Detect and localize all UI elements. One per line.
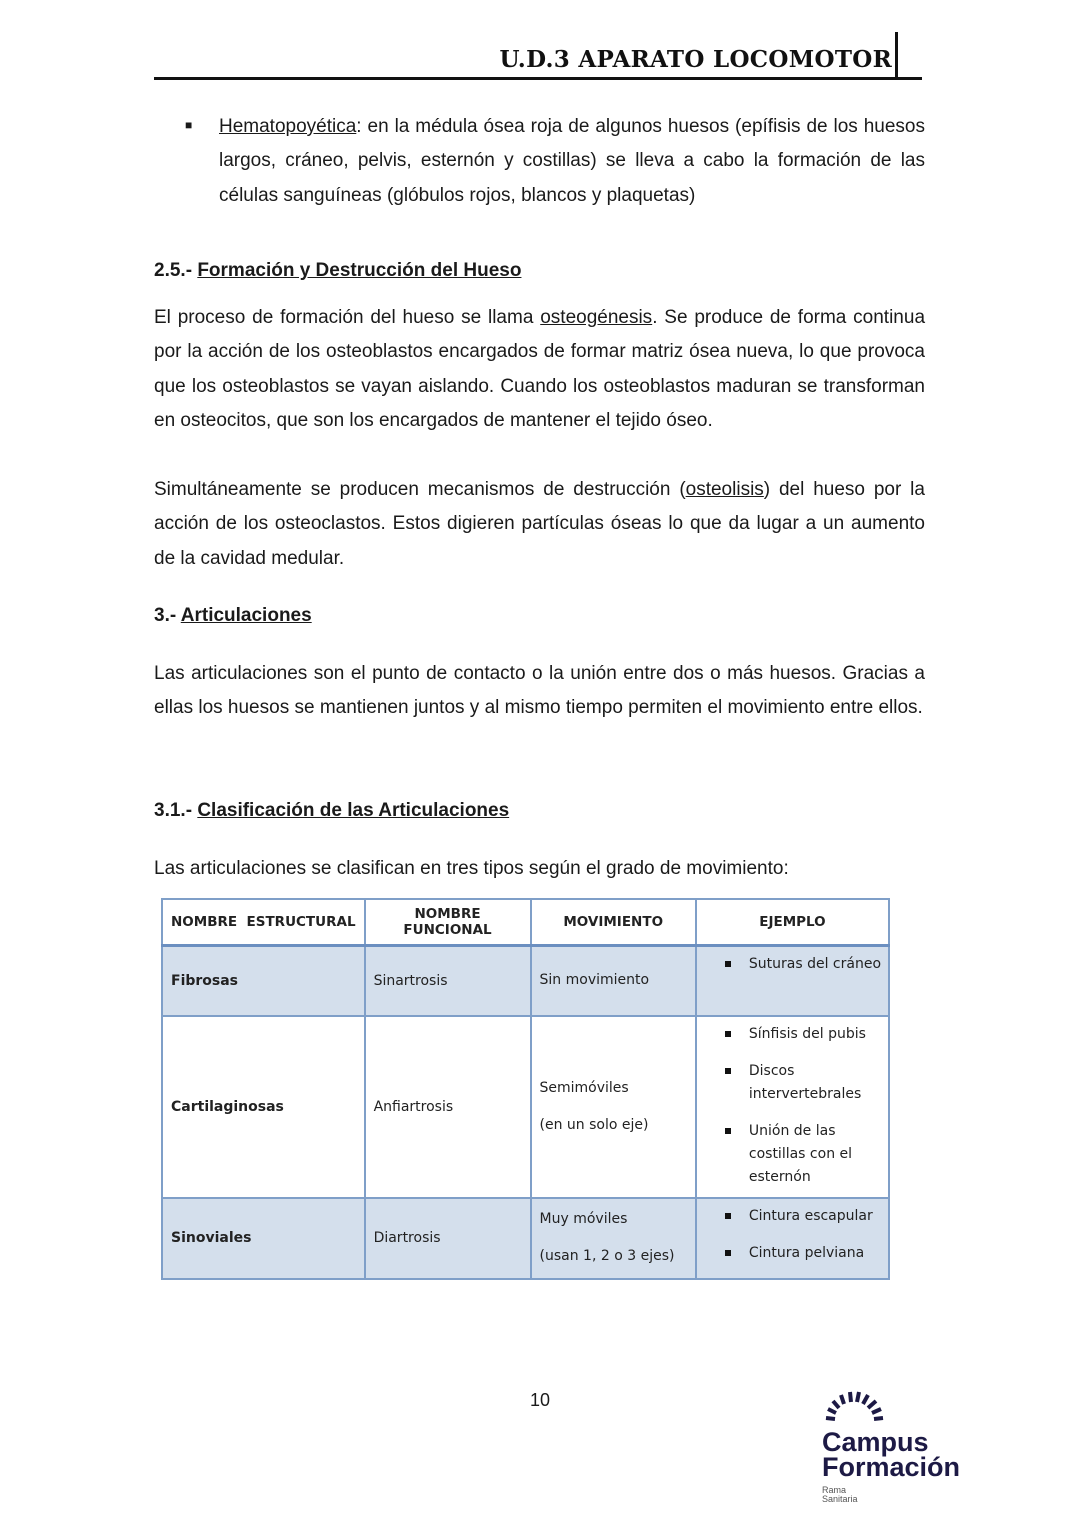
cell-funcional: Anfiartrosis: [365, 1016, 531, 1198]
term-hematopoyetica: Hematopoyética: [219, 116, 357, 137]
ejemplo-item: Sínfisis del pubis: [697, 1023, 888, 1046]
movimiento-line: (en un solo eje): [539, 1116, 649, 1133]
column-header: EJEMPLO: [696, 899, 889, 946]
heading-number: 2.5.-: [154, 260, 198, 281]
header-rule: [154, 77, 922, 80]
heading-title: Formación y Destrucción del Hueso: [197, 260, 522, 281]
osteolisis-paragraph: [154, 473, 925, 576]
ejemplo-item: Cintura escapular: [697, 1205, 888, 1228]
articulaciones-table: [161, 898, 890, 1280]
cell-estructural: Sinoviales: [162, 1198, 365, 1279]
osteogenesis-paragraph: [154, 301, 925, 439]
cell-ejemplo: [696, 1198, 889, 1279]
column-header: MOVIMIENTO: [531, 899, 696, 946]
heading-2-5: [154, 260, 521, 282]
cell-funcional: Sinartrosis: [365, 946, 531, 1016]
heading-number: 3.1.-: [154, 800, 198, 821]
cell-movimiento: [531, 1016, 696, 1198]
hematopoyetica-paragraph: [219, 110, 925, 213]
paragraph-text: Simultáneamente se producen mecanismos de destrucción (: [154, 479, 686, 500]
heading-3: [154, 605, 312, 627]
campus-formacion-logo: [822, 1385, 960, 1504]
cell-ejemplo: [696, 946, 889, 1016]
clasificacion-intro: Las articulaciones se clasifican en tres tipos según el grado de movimiento:: [154, 858, 789, 879]
term-osteogenesis: osteogénesis: [540, 307, 653, 328]
paragraph-text: ) del hueso por la acción de los osteoclastos. Estos digieren partículas óseas lo que da lugar a un aumento de la cavidad medular.: [154, 479, 925, 569]
logo-subtitle: Rama Sanitaria: [822, 1485, 858, 1504]
table-header-row: [162, 899, 889, 946]
header-vertical-rule: [895, 32, 898, 79]
movimiento-line: Sin movimiento: [539, 972, 650, 989]
page-number: 10: [530, 1390, 551, 1410]
table-row: [162, 1198, 889, 1279]
bullet-icon: ■: [185, 118, 193, 132]
ejemplo-item: Cintura pelviana: [697, 1242, 888, 1265]
paragraph-text: El proceso de formación del hueso se llama: [154, 307, 541, 328]
cell-movimiento: [531, 1198, 696, 1279]
logo-line2: Formación: [822, 1452, 961, 1482]
ejemplo-item: Suturas del cráneo: [697, 953, 888, 976]
cell-estructural: Fibrosas: [162, 946, 365, 1016]
paragraph-text: . Se produce de forma continua por la acción de los osteoblastos encargados de formar matriz ósea nueva, lo que provoca que los osteoblastos se vayan aislando. Cuando los osteoblastos maduran se transforman en osteocitos, que son los encargados de mantener el tejido óseo.: [154, 307, 926, 432]
column-header: NOMBRE ESTRUCTURAL: [162, 899, 365, 946]
movimiento-line: Muy móviles: [539, 1211, 628, 1227]
term-osteolisis: osteolisis: [685, 479, 764, 500]
cell-movimiento: [531, 946, 696, 1016]
header-title: U.D.3 APARATO LOCOMOTOR: [499, 46, 892, 73]
heading-number: 3.-: [154, 605, 181, 626]
logo-line1: Campus: [822, 1427, 929, 1457]
paragraph-text: : en la médula ósea roja de algunos huesos (epífisis de los huesos largos, cráneo, pelvis, esternón y costillas) se lleva a cabo la formación de las células sanguíneas (glóbulos rojos, blancos y plaquetas): [219, 116, 925, 206]
table-row: [162, 946, 889, 1016]
sunburst-icon: [822, 1385, 888, 1425]
ejemplo-item: Unión de las costillas con el esternón: [697, 1120, 888, 1189]
ejemplo-item: Discos intervertebrales: [697, 1060, 888, 1106]
heading-title: Clasificación de las Articulaciones: [197, 800, 510, 821]
cell-ejemplo: [696, 1016, 889, 1198]
table-row: [162, 1016, 889, 1198]
movimiento-line: (usan 1, 2 o 3 ejes): [539, 1248, 675, 1264]
heading-title: Articulaciones: [180, 605, 312, 626]
movimiento-line: Semimóviles: [539, 1079, 629, 1096]
column-header: NOMBRE FUNCIONAL: [365, 899, 531, 946]
cell-estructural: Cartilaginosas: [162, 1016, 365, 1198]
heading-3-1: [154, 800, 509, 822]
articulaciones-paragraph: Las articulaciones son el punto de contacto o la unión entre dos o más huesos. Gracias a ellas los huesos se mantienen juntos y al mismo tiempo permiten el movimiento entre ellos.: [154, 663, 925, 719]
cell-funcional: Diartrosis: [365, 1198, 531, 1279]
